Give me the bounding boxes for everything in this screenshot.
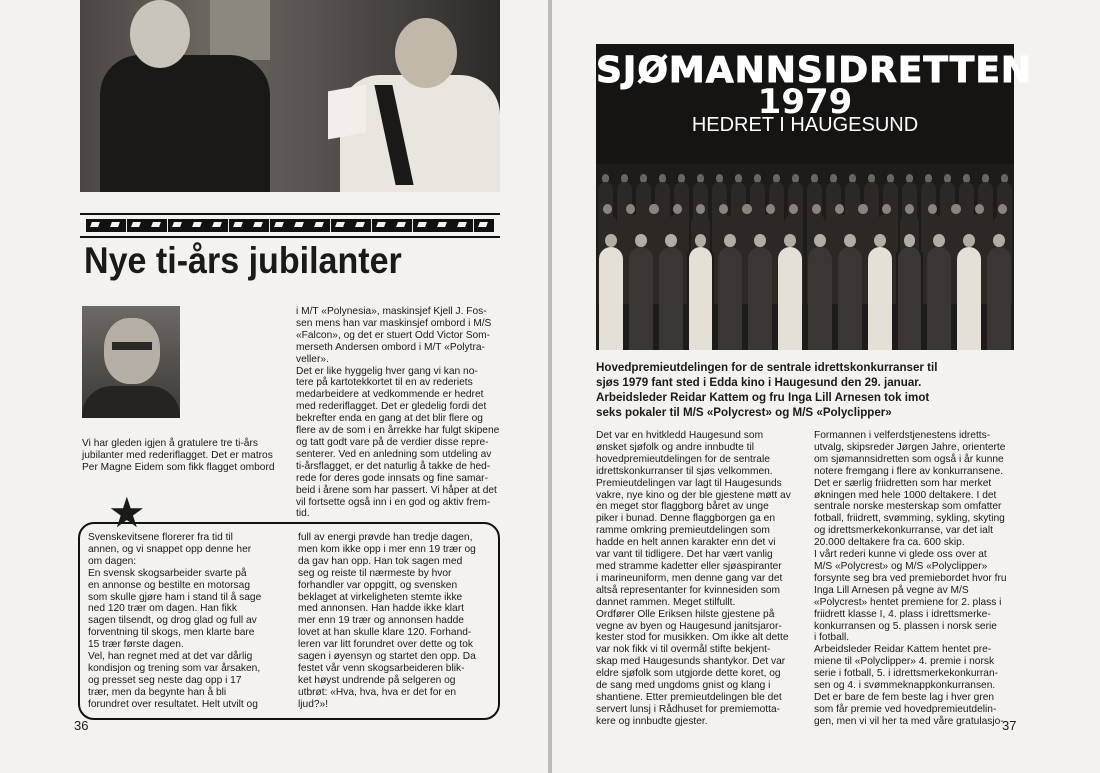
page-number-right: 37: [1002, 718, 1017, 733]
joke-column-2: full av energi prøvde han tredje dagen, men kom ikke opp i mer enn 19 trær og da gav han opp. Han tok sagen med seg og reiste til nærmeste by hvor forhandler var oppgitt, og svensken beklaget at virkeligheten stemte ikke med annonsen. Han hadde ikke klart mer enn 19 trær og annonsen hadde lovet at han skulle klare 120. Forhand- leren var litt forundret over dette og tok sagen i øyensyn og startet den opp. Da festet vår venn skogsarbeideren blik- ket høyst undrende på selgeren og utbrøt: «Hva, hva, hva er det for en ljud?»!: [298, 532, 476, 710]
flag-icon: [372, 219, 392, 232]
flag-band: [80, 213, 500, 238]
article-column-1: Det var en hvitkledd Haugesund som ønsket sjøfolk og andre innbudte til hovedpremieutdelingen for de sentrale idrettskonkurranser til sjøs velkommen. Premieutdelingen var lagt til Haugesunds vakre, nye kino og der ble gjestene møtt av en meget stor flaggborg båret av unge piker i bunad. Denne flaggborgen ga en ramme omkring premieutdelingen som hadde en helt annen karakter enn det vi var vant til tidligere. Det har vært vanlig med stramme kadetter eller sjøaspiranter i marineuniform, men denne gang var det altså representanter for kvinnesiden som dannet rammen. Meget stilfullt. Ordfører Olle Eriksen hilste gjestene på vegne av byen og Haugesund janitsjaror- kester stod for musikken. Om ikke alt dette var nok fikk vi til overmål stifte bekjent- skap med Haugesunds shantykor. Det var eldre sjøfolk som utgjorde dette koret, og de sang med ungdoms gnist og klang i shantiene. Etter premieutdelingen ble det servert lunsj i Rådhuset for premiemotta- kere og innbudte gjester.: [596, 430, 791, 727]
flag-icon: [474, 219, 494, 232]
body-column-2: i M/T «Polynesia», maskinsjef Kjell J. Fos- sen mens han var maskinsjef ombord i M/S «Falcon», og det er stuert Odd Victor Som- merseth Andersen ombord i M/T «Polytra- veller». Det er like hyggelig hver gang vi kan no- tere på kartotekkortet til en av rederiets medarbeidere at vedkommende er hedret med rederiflagget. Det er gledelig fordi det bekrefter enda en gang at det blir flere og flere av de som i en årrekke har fulgt skipene og tatt godt vare på de verdier disse repre- senterer. Ved en anledning som utdeling av ti-årsflagget, er det naturlig å takke de hed- rede for deres gode innsats og fine samar- beid i årene som har passert. Vi håper at det vil fortsette også inn i en god og aktiv frem- tid.: [296, 306, 500, 520]
flag-icon: [208, 219, 228, 232]
flag-icon: [453, 219, 473, 232]
person-body: [957, 247, 981, 350]
flag-icon: [249, 219, 269, 232]
flag-icon: [147, 219, 167, 232]
flag-icon: [168, 219, 188, 232]
portrait-photo: [82, 306, 180, 418]
article-column-2: Formannen i velferdstjenestens idretts- utvalg, skipsreder Jørgen Jahre, orienterte om sjømannsidretten som også i år kunne notere fremgang i flere av konkurransene. Det er særlig friidretten som har merket økningen med hele 1000 deltakere. I det sentrale norske mesterskap som omfatter fotball, friidrett, svømming, sykling, skyting og idrettsmerkekonkurranse, var det ialt 20.000 deltakere fra ca. 600 skip. I vårt rederi kunne vi glede oss over at M/S «Polycrest» og M/S «Polyclipper» forsynte seg bra ved premiebordet hvor fru Inga Lill Arnesen på vegne av M/S «Polycrest» hentet premiene for 2. plass i friidrett klasse I, 4. plass i idrettsmerke- konkurransen og 5. plassen i norsk serie i fotball. Arbeidsleder Reidar Kattem hentet pre- miene til «Polyclipper» 4. premie i norsk serie i fotball, 5. i idrettsmerkekonkurran- sen og 4. i svømmeknappkonkurransen. Det er bare de fem beste lag i hver gren som får premie ved hovedpremieutdelin- gen, men vi vil her ta med våre gratulasjo-: [814, 430, 1007, 727]
title-line-3: HEDRET I HAUGESUND: [691, 114, 919, 136]
title-line-2: 1979: [757, 82, 853, 122]
person-figure: [951, 204, 960, 214]
page-number-left: 36: [74, 718, 89, 733]
handshake-photo: [80, 0, 500, 192]
flag-icon: [392, 219, 412, 232]
crowd-photo: [596, 164, 1014, 350]
person-body: [927, 247, 951, 350]
flag-icon: [351, 219, 371, 232]
person-body: [629, 247, 653, 350]
person-body: [898, 247, 922, 350]
intro-text: Vi har gleden igjen å gratulere tre ti-års jubilanter med rederiflagget. Det er matros Per Magne Eidem som fikk flagget ombord: [82, 438, 275, 473]
flag-icon: [413, 219, 433, 232]
person-body: [868, 247, 892, 350]
person-figure: [742, 204, 751, 214]
title-line-1: SJØMANNSIDRETTEN: [596, 50, 1033, 91]
flag-icon: [270, 219, 290, 232]
flag-icon: [290, 219, 310, 232]
person-figure: [665, 234, 677, 247]
person-body: [987, 247, 1011, 350]
flag-icon: [188, 219, 208, 232]
person-figure: [844, 234, 856, 247]
flag-icon: [433, 219, 453, 232]
person-figure: [874, 234, 886, 247]
star-icon: ★: [108, 489, 146, 536]
person-body: [838, 247, 862, 350]
flag-icon: [229, 219, 249, 232]
person-figure: [858, 204, 867, 214]
person-body: [748, 247, 772, 350]
joke-column-1: Svenskevitsene florerer fra tid til annen, og vi snappet opp denne her om dagen: En svensk skogsarbeider svarte på en annonse og bestilte en motorsag som skulle gjøre ham i stand til å sage ned 120 trær om dagen. Han fikk sagen tilsendt, og drog glad og full av forventning til skogs, men klarte bare 15 trær første dagen. Vel, han regnet med at det var dårlig kondisjon og trening som var årsaken, og presset seg neste dag opp i 17 trær, men da begynte han å bli forundret over resultatet. Helt utvilt og: [88, 532, 262, 710]
person-body: [778, 247, 802, 350]
person-body: [808, 247, 832, 350]
flag-icon: [310, 219, 330, 232]
person-body: [689, 247, 713, 350]
person-figure: [626, 204, 635, 214]
left-page: [0, 0, 548, 773]
flag-icon: [106, 219, 126, 232]
flag-icon: [127, 219, 147, 232]
photo-caption: Hovedpremieutdelingen for de sentrale idrettskonkurranser til sjøs 1979 fant sted i Edda kino i Haugesund den 29. januar. Arbeidsleder Reidar Kattem og fru Inga Lill Arnesen tok imot seks pokaler til M/S «Polycrest» og M/S «Polyclipper»: [596, 361, 938, 419]
flag-icon: [86, 219, 106, 232]
person-figure: [835, 204, 844, 214]
person-body: [659, 247, 683, 350]
headline: Nye ti-års jubilanter: [84, 240, 402, 281]
flag-icon: [331, 219, 351, 232]
person-body: [718, 247, 742, 350]
person-figure: [649, 204, 658, 214]
person-figure: [635, 234, 647, 247]
person-body: [599, 247, 623, 350]
